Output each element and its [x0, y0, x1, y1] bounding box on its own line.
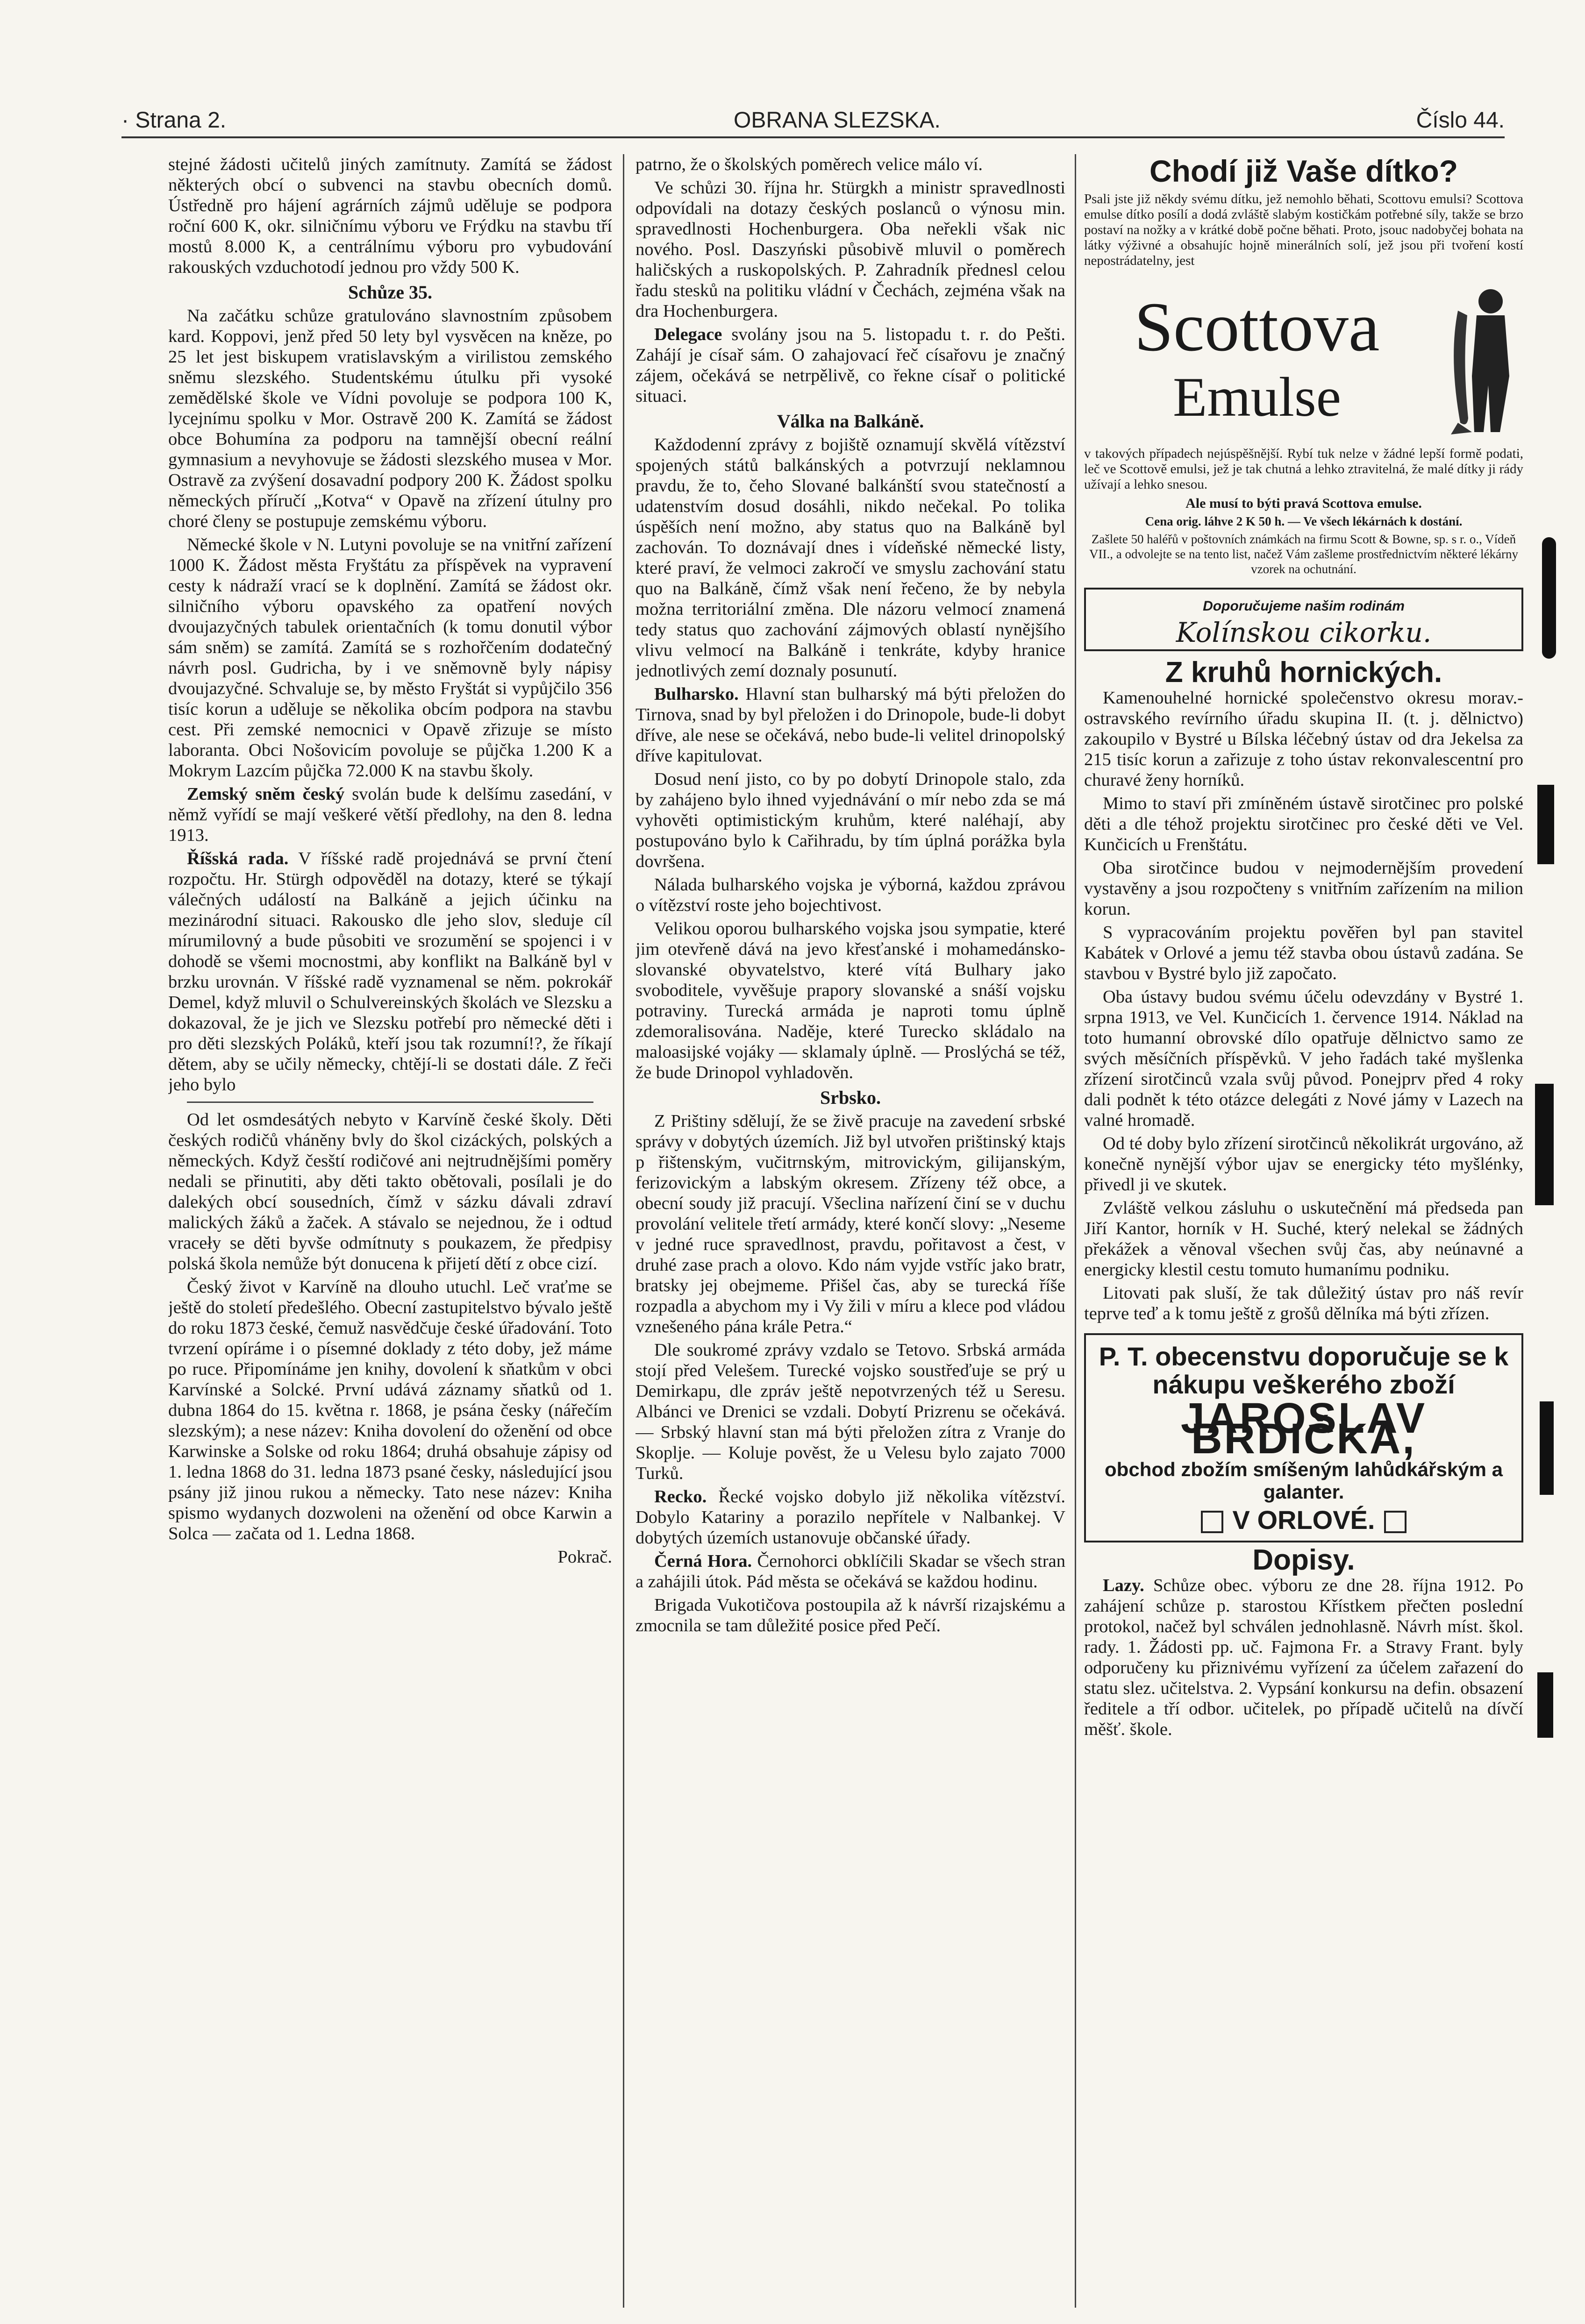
brand-name: Scottova: [1134, 288, 1380, 366]
bleed-through-mark: [1537, 1672, 1553, 1738]
ad-text: Psali jste již někdy svému dítku, jež nemohlo běhati, Scottovu emulsi? Scottova emulse dítko posílí a dodá zvláště slabým kostičkám potřebné síly, takže se brzo postaví na nožky a v krátké době počne běhati. Proto, jsouc nadobyčej bohata na látky výživné a obsahujíc hojně minerálních solí, jež jsou při tvoření kostí nepostrádatelny, jest: [1084, 192, 1523, 268]
paragraph: Zvláště velkou zásluhu o uskutečnění má předseda pan Jiří Kantor, horník v H. Suché, který nelekal se žádných překážek a věnoval všechen svůj čas, aby neúnavné a energicky klestil cestu tomuto humanímu podniku.: [1084, 1198, 1523, 1279]
ad-text: v takových případech nejúspěšnější. Rybí tuk nelze v žádné lepší formě podati, leč ve Scottově emulsi, jež je tak chutná a lehko ztravitelná, že malé dítky ji rády užívají a lehko snesou.: [1084, 446, 1523, 492]
page-number: · Strana 2.: [121, 108, 227, 133]
bold-lead: Recko.: [654, 1487, 707, 1507]
paragraph: Od let osmdesátých nebyto v Karvíně české školy. Děti českých rodičů vháněny bvly do škol cizáckých, polských a německých. Když česští rodičové ani nejtrudnějšími poměry nedali se přinutiti, aby děti takto obětovali, posílali je do dalekých obcí sousedních, čímž v sázku dávali zdraví malických žáků a žaček. A stávalo se nejednou, že i odtud vraceły se děti byvše odmítnuty s poukazem, že předpisy polská škola nemůže být donucena k přijetí dětí z obce cizí.: [168, 1110, 612, 1273]
paragraph: Na začátku schůze gratulováno slavnostním způsobem kard. Koppovi, jenž před 50 lety byl vysvěcen na kněze, po 25 let jest biskupem vratislavským a virilistou zemského sněmu slezského. Studentskému útulku při vysoké zemědělské škole ve Vídni povoluje se podpora 100 K, lycejnímu spolku v Mor. Ostravě 200 K. Zamítá se žádost obce Bohumína za podporu na tamnější obecní reální gymnasium a nevyhovuje se žádosti slezského musea v Mor. Ostravě za zvýšení dosavadní podpory 200 K. Žádost spolku německých příručí „Kotva“ v Opavě na zřízení útulny pro choré členy se postupuje zemskému výboru.: [168, 306, 612, 531]
ad-town: V ORLOVÉ.: [1232, 1505, 1375, 1535]
ornament-icon: [1384, 1511, 1407, 1533]
column-1: [168, 154, 612, 2312]
paragraph: Dle soukromé zprávy vzdalo se Tetovo. Srbská armáda stojí před Velešem. Turecké vojsko soustřeďuje se prý u Demirkapu, dle zpráv ještě nepotvrzených též u Seresu. Albánci ve Drenici se vzdali. Dobytí Prizrenu se očekává. — Srbský hlavní stan má býti přeložen zítra z Vranje do Skoplje. — Koluje pověst, že u Velesu bylo zajato 7000 Turků.: [635, 1340, 1065, 1483]
paragraph: Bulharsko. Hlavní stan bulharský má býti přeložen do Tirnova, snad by byl přeložen i do Drinopole, bude-li dobyt dříve, ale nese se očekává, nebo bude-li velitel drinopolský dříve kapitulovat.: [635, 684, 1065, 766]
bold-lead: Zemský sněm český: [187, 784, 345, 804]
separator: [187, 1102, 593, 1103]
ad-headline: Chodí již Vaše dítko?: [1149, 154, 1458, 188]
bleed-through-mark: [1542, 537, 1556, 659]
paragraph: Říšská rada. V říšské radě projednává se první čtení rozpočtu. Hr. Stürgh odpověděl na dotazy, které se týkají válečných událostí na Balkáně a jejich účinku na mezinárodní situaci. Rakousko dle jeho slov, sleduje cíl mírumilovný a bude působiti ve srozumění se spojenci i v dohodě se všemi mocnostmi, aby konflikt na Balkáně byl v brzku urovnán. V říšské radě vyznamenal se něm. pokrokář Demel, když mluvil o Schulvereinských školách ve Slezsku a dokazoval, že je jich ve Slezsku potřebí pro německé děti i pro děti slezských Poláků, kteří jsou tak rozumní!?, že říkají dětem, aby se učily německy, chtějí-li se dostati dále. Z řeči jeho bylo: [168, 849, 612, 1094]
paragraph: Mimo to staví při zmíněném ústavě sirotčinec pro polské děti a dle téhož projektu sirotčinec pro české děti ve Vel. Kunčicích u Frenštátu.: [1084, 794, 1523, 854]
header-rule: [121, 136, 1505, 138]
paragraph: Brigada Vukotičova postoupila až k návrší rizajskému a zmocnila se tam důležité posice před Pečí.: [635, 1595, 1065, 1635]
paragraph: Každodenní zprávy z bojiště oznamují skvělá vítězství spojených států balkánských a potvrzují neklamnou pravdu, že to, čeho Slované balkánští svou statečností a udatenstvím dosud dosáhli, nikdo nečekal. Po tolika úspěších není možno, aby status quo na Balkáně byl zachován. To doznávají dnes i vídeňské německé listy, které praví, že velmoci zakročí ve smyslu zachování statu quo na Balkáně, čímž však není řečeno, že by nebyla možna territoriální změna. Dle názoru velmocí znamená tedy status quo zachování zájmových oblastí nynějšího vlivu velmocí na Balkáně i tenkráte, kdyby hranice jednotlivých zemí doznaly posunutí.: [635, 435, 1065, 681]
paragraph: Recko. Řecké vojsko dobylo již několika vítězství. Dobylo Katariny a porazilo nepřítele v Nalbankej. V dobytých územích ustanovuje občanské úřady.: [635, 1487, 1065, 1548]
bold-lead: Delegace: [654, 325, 722, 344]
cikorka-ad: [1084, 588, 1523, 651]
section-heading: Dopisy.: [1252, 1544, 1355, 1577]
column-3: [1084, 154, 1523, 2312]
issue-number: Číslo 44.: [1416, 108, 1505, 133]
paragraph: Lazy. Schůze obec. výboru ze dne 28. října 1912. Po zahájení schůze p. starostou Křístkem přečten poslední protokol, načež byl schválen jednohlasně. Návrh míst. škol. rady. 1. Žádosti pp. uč. Fajmona Fr. a Stravy Frant. byly odporučeny ku přiznivému vyřízení za účelem zařazení do statu slez. učitelstva. 2. Vypsání konkursu na defin. obsazení ředitele a tří odbor. učitelek, po případě učitelů na dívčí měšť. škole.: [1084, 1576, 1523, 1740]
ad-text: obchod zbožím smíšeným lahůdkářským a galanter.: [1105, 1458, 1503, 1503]
section-heading: Válka na Balkáně.: [777, 411, 924, 432]
paragraph: patrno, že o školských poměrech velice málo ví.: [635, 155, 983, 174]
paragraph: S vypracováním projektu pověřen byl pan stavitel Kabátek v Orlové a jemu též stavba obou ústavů zadána. Se stavbou v Bystré bylo již započato.: [1084, 923, 1523, 983]
bold-lead: Lazy.: [1103, 1576, 1144, 1596]
column-divider-2: [1075, 154, 1076, 2308]
brand-product: Emulse: [1173, 366, 1341, 428]
section-heading: Srbsko.: [820, 1087, 881, 1108]
ad-script: Kolínskou cikorku.: [1176, 617, 1432, 648]
paragraph: Delegace svolány jsou na 5. listopadu t. r. do Pešti. Zahájí je císař sám. O zahajovací řeč císařovu je značný zájem, očekává se netrpělivě, co řekne císař o politické situaci.: [635, 325, 1065, 406]
paragraph: Kamenouhelné hornické společenstvo okresu morav.-ostravského revírního úřadu skupina II. (t. j. dělnictvo) zakoupilo v Bystré u Bílska léčebný ústav od dra Jekelsa za 215 tisíc korun a zařizuje z toho ústav rekonvalescentní pro churavé ženy horníků.: [1084, 688, 1523, 790]
newspaper-title: OBRANA SLEZSKA.: [734, 108, 941, 133]
paragraph: Oba sirotčince budou v nejmodernějším provedení vystavěny a jsou rozpočteny s vnitřním zařízením na milion korun.: [1084, 858, 1523, 919]
paragraph: Velikou oporou bulharského vojska jsou sympatie, které jim otevřeně dává na jevo křesťanské i mohamedánsko-slovanské obyvatelstvo, které vítá Bulhary jako svoboditele, vyvěšuje prapory slovanské a snáší vojsku potraviny. Turecká armáda je naproti tomu úplně zdemoralisována. Naděje, které Turecko skládalo na maloasijské vojáky — sklamaly úplně. — Proslýchá se též, že bude Drinopol vyhladověn.: [635, 919, 1065, 1082]
ad-brand: [1084, 283, 1523, 437]
paragraph: Od té doby bylo zřízení sirotčinců několikrát urgováno, až konečně nynější výbor ujav se energicky této myšlénky, přivedl ji ve skutek.: [1084, 1134, 1523, 1194]
scott-emulsion-ad: [1084, 154, 1523, 576]
ad-price: Cena orig. láhve 2 K 50 h. — Ve všech lékárnách k dostání.: [1145, 514, 1463, 528]
ad-emphasis: Ale musí to býti pravá Scottova emulse.: [1185, 496, 1422, 511]
paragraph: Nálada bulharského vojska je výborná, každou zprávou o vítězství roste jeho bojechtivost.: [635, 875, 1065, 915]
bold-lead: Černá Hora.: [654, 1551, 752, 1571]
paragraph: Černá Hora. Černohorci obklíčili Skadar se všech stran a zahájili útok. Pád města se očekává se každou hodinu.: [635, 1551, 1065, 1592]
paragraph: Z Prištiny sdělují, že se živě pracuje na zavedení srbské správy v dobytých územích. Již byl utvořen prištinský ktajs p řištenským, vučitrnským, mitrovickým, gilijanským, ferizovickým a labským okresem. Zřízeny též obce, a obecní soudy již pracují. Všeclina nařízení činí se v duchu provolání velitele třetí armády, které končí slovy: „Neseme v jedné ruce spravedlnost, pravdu, pořitavost a čest, v druhé zase prach a olovo. Kdo nám vyjde vstříc jako bratr, bratsky jej obejmeme. Přišel čas, aby se turecká říše rozpadla a abychom my i Vy žili v míru a klece pod vládou vznešeného pána krále Petra.“: [635, 1111, 1065, 1336]
ad-name: JAROSLAV BRDIČKA,: [1180, 1394, 1427, 1463]
paragraph: Litovati pak sluší, že tak důležitý ústav pro náš revír teprve teď a k tomu ještě z grošů dělníka má býti zřízen.: [1084, 1283, 1523, 1323]
fisherman-with-fish-icon: [1439, 283, 1523, 437]
bold-lead: Říšská rada.: [187, 849, 289, 868]
paragraph: stejné žádosti učitelů jiných zamítnuty. Zamítá se žádost některých obcí o subvenci na stavbu obecních domů. Ústředně pro hájení agrárních zájmů uděluje se podpora roční 600 K, okr. silničnímu výboru ve Frýdku na stavbu tří mostů 8.000 K, a centrálnímu výboru pro vybudování rakouských vzduchotodí jednou pro vždy 500 K.: [168, 155, 612, 277]
bleed-through-mark: [1537, 785, 1554, 864]
ad-note: Zašlete 50 haléřů v poštovních známkách na firmu Scott & Bowne, sp. s r. o., Vídeň VII., a odvolejte se na tento list, načež Vám zašleme prostřednictvím některé lékárny vzorek na ochutnání.: [1089, 532, 1518, 576]
page-header: [121, 107, 1505, 135]
brdicka-ad: [1084, 1333, 1523, 1542]
paragraph: Zemský sněm český svolán bude k delšímu zasedání, v němž vyřídí se mají veškeré větší předlohy, na den 8. ledna 1913.: [168, 784, 612, 845]
bleed-through-mark: [1535, 1084, 1554, 1205]
continued-note: Pokrač.: [557, 1547, 612, 1567]
column-divider-1: [623, 154, 624, 2308]
column-2: [635, 154, 1065, 2312]
bleed-through-mark: [1540, 1401, 1554, 1495]
ornament-icon: [1201, 1511, 1223, 1533]
paragraph: Dosud není jisto, co by po dobytí Drinopole stalo, zda by zahájeno bylo ihned vyjednávání o mír nebo zda se má vyhověti optimistickým kruhům, které naléhají, aby postupováno bylo k Cařihradu, by tím úplná porážka byla dovršena.: [635, 769, 1065, 871]
section-heading: Schůze 35.: [348, 282, 432, 303]
paragraph: Český život v Karvíně na dlouho utuchl. Leč vraťme se ještě do století předešlého. Obecní zastupitelstvo bývalo ještě do roku 1873 české, čemuž nasvědčuje české úřadování. Toto tvrzení opíráme i o písemné doklady z této doby, jež máme po ruce. Připomínáme jen knihy, dovolení k sňatkům v obci Karvínské a Solcké. První udává záznamy sňatků od 1. dubna 1864 do 15. května r. 1868, je psána česky (nářečím slezským); a nese název: Kniha dovolení do oženění od obce Karwinske a Solske od roku 1864; druhá obsahuje zápisy od 1. ledna 1868 do 31. ledna 1873 psané česky, následující jsou psány již jinou rukou a německy. Tato nese název: Kniha spismo wydanych dozwoleni na oženění od obce Karwin a Solca — začata od 1. Ledna 1868.: [168, 1277, 612, 1543]
ad-text: P. T. obecenstvu doporučuje se k nákupu veškerého zboží: [1099, 1342, 1509, 1399]
bold-lead: Bulharsko.: [654, 684, 739, 704]
ad-text: Doporučujeme našim rodinám: [1203, 598, 1405, 614]
paragraph: Ve schůzi 30. října hr. Stürgkh a ministr spravedlnosti odpovídali na dotazy českých poslanců o výnosu min. spravedlnosti Hochenburgera. Oba neřekli však nic nového. Posl. Daszyński působivě mluvil o poměrech haličských a ruskopolských. P. Zahradník přednesl celou řadu stesků na politiku vládní v Čechách, zejména však na dra Hochenburgera.: [635, 178, 1065, 321]
paragraph: Oba ústavy budou svému účelu odevzdány v Bystré 1. srpna 1913, ve Vel. Kunčicích 1. července 1914. Náklad na toto humanní obrovské dílo opatřuje dělnictvo samo ze svých měsíčních příspěvků. V jeho řadách také myšlenka zřízení sirotčinců vzala svůj původ. Ponejprv před 4 roky dali podnět k této otázce delegáti z Nové jámy v Lazech na valné hromadě.: [1084, 987, 1523, 1130]
paragraph: Německé škole v N. Lutyni povoluje se na vnitřní zařízení 1000 K. Žádost města Fryštátu za příspěvek na vypravení cesty k nádraží vrací se k doplnění. Zamítá se žádost okr. silničního výboru opavského za opatření nových dvoujazyčných tabulek orientačních (k tomu donutil výbor sám sněm) se zamítá. Zamítá se s rozhořčením dodatečný návrh posl. Gudricha, by i ve sněmovně byly nápisy dvoujazyčné. Schvaluje se, by město Fryštát si vypůjčilo 356 tisíc korun a uděluje se několika obcím podpora na stavbu cest. Při zemské nemocnici v Opavě zřizuje se místo laboranta. Obci Nošovicím povoluje se půjčka 1.200 K a Mokrym Lazcím půjčka 72.000 K na stavbu školy.: [168, 535, 612, 781]
section-heading: Z kruhů hornických.: [1165, 656, 1442, 689]
